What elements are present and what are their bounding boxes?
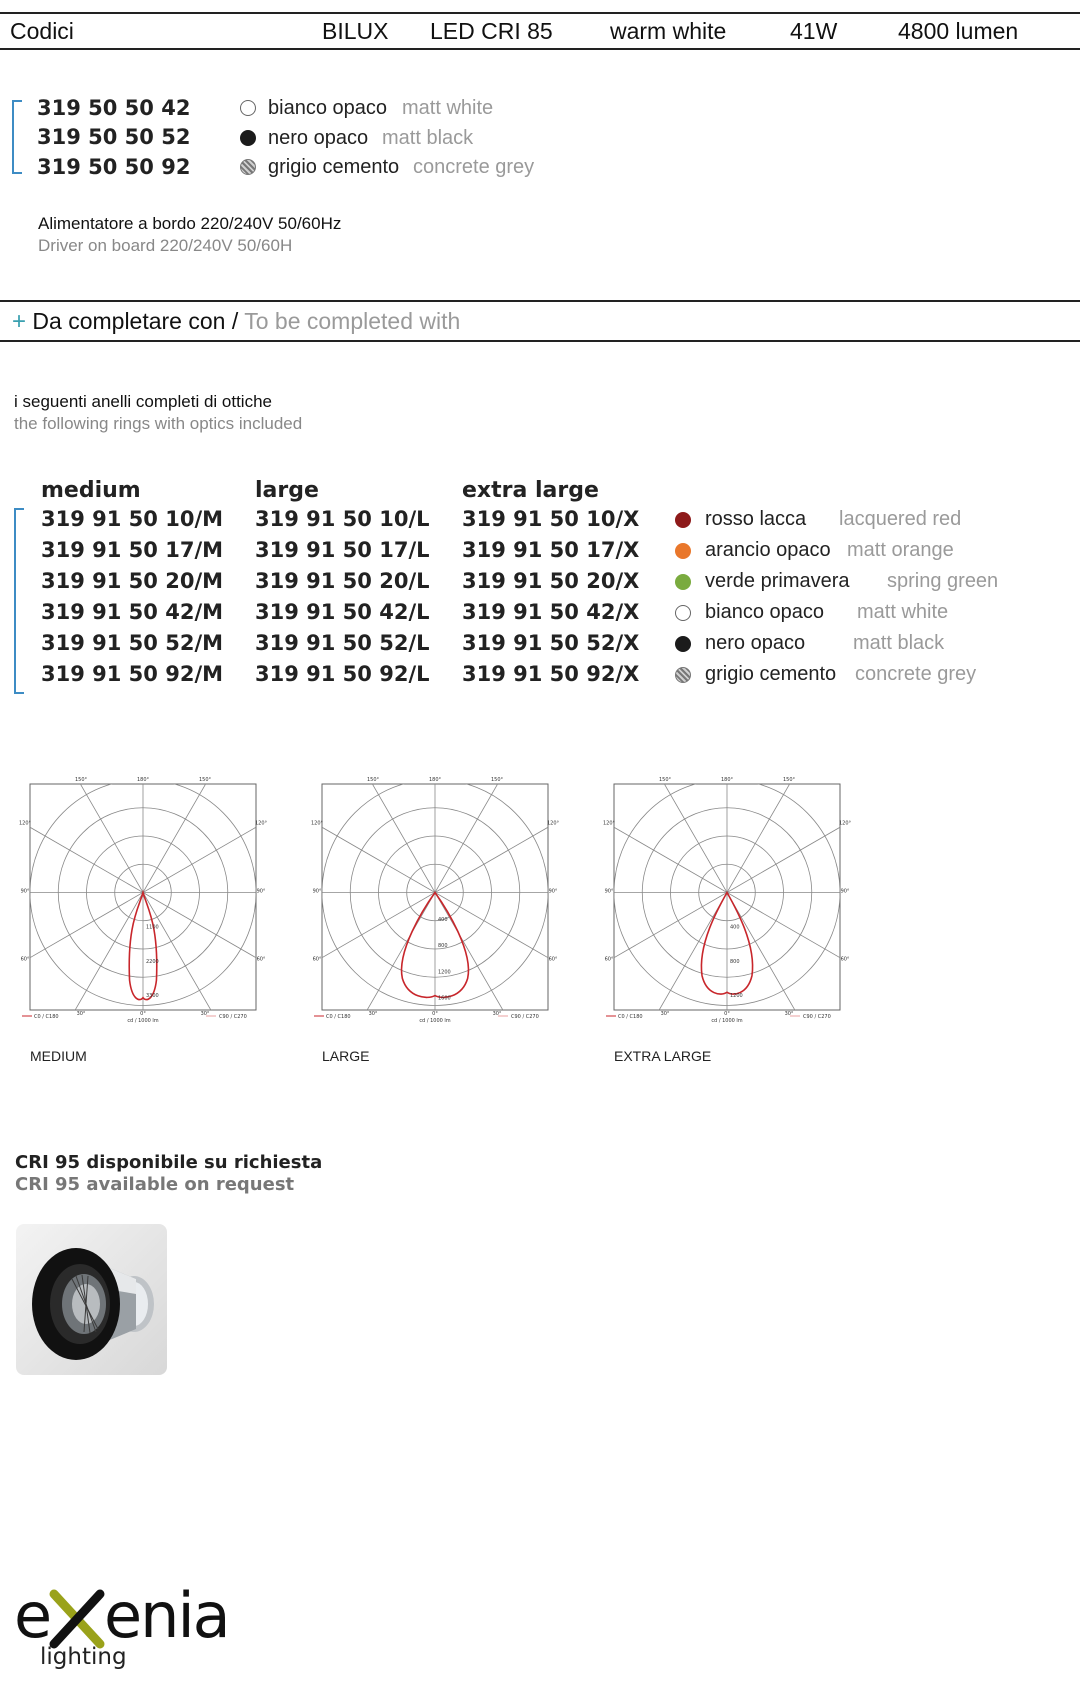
angle-label: 30°	[784, 1011, 794, 1017]
svg-text:e: e	[14, 1582, 51, 1652]
logo-mark	[14, 1582, 264, 1652]
ring-code-extra-large: 319 91 50 17/X	[462, 538, 640, 562]
ring-code-large: 319 91 50 42/L	[255, 600, 430, 624]
ring-value-label: 800	[438, 943, 448, 950]
polar-chart	[310, 770, 560, 1030]
ring-code-extra-large: 319 91 50 42/X	[462, 600, 640, 624]
ring-value-label: 400	[438, 916, 448, 923]
angle-label: 30°	[200, 1011, 210, 1017]
angle-label: 90°	[604, 888, 614, 895]
angle-label: 120°	[546, 820, 560, 827]
ring-color-en: concrete grey	[855, 663, 977, 685]
polar-grid	[18, 770, 268, 1030]
ring-value-label: 1200	[438, 969, 451, 976]
legend-left-label: C0 / C180	[34, 1014, 59, 1020]
angle-label: 120°	[602, 820, 616, 827]
completion-sep: /	[231, 308, 239, 334]
angle-label: 90°	[840, 888, 850, 895]
polar-chart	[602, 770, 852, 1030]
ring-value-label: 2200	[146, 958, 159, 965]
angle-label: 180°	[720, 777, 734, 783]
ring-color-it: rosso lacca	[705, 508, 807, 530]
ring-code-extra-large: 319 91 50 10/X	[462, 507, 640, 531]
ring-value-label: 1600	[438, 995, 451, 1002]
legend-left-label: C0 / C180	[326, 1014, 351, 1020]
col-header-medium: medium	[41, 478, 141, 503]
swatch-white	[675, 605, 691, 621]
polar-diagram	[602, 770, 852, 1064]
legend-right-label: C90 / C270	[803, 1014, 831, 1020]
swatch-black	[240, 130, 256, 146]
angle-label: 30°	[660, 1011, 670, 1017]
ring-code-medium: 319 91 50 17/M	[41, 538, 224, 562]
driver-it: Alimentatore a bordo 220/240V 50/60Hz	[38, 214, 342, 233]
angle-label: 180°	[428, 777, 442, 783]
angle-label: 150°	[782, 777, 796, 783]
rings-bracket	[14, 508, 24, 694]
angle-label: 150°	[366, 777, 380, 783]
ring-color-en: matt white	[857, 601, 949, 623]
header-brand: BILUX	[322, 18, 389, 44]
code-item: 319 50 50 52	[37, 125, 191, 149]
legend-right-label: C90 / C270	[511, 1014, 539, 1020]
completion-en: To be completed with	[244, 308, 461, 334]
unit-label: cd / 1000 lm	[711, 1018, 743, 1024]
swatch-white	[240, 100, 256, 116]
header-codici: Codici	[10, 18, 74, 44]
angle-label: 150°	[74, 777, 88, 783]
cri95-it: CRI 95 disponibile su richiesta	[15, 1152, 323, 1173]
angle-label: 120°	[310, 820, 324, 827]
angle-label: 60°	[548, 956, 558, 963]
completion-it: Da completare con	[32, 308, 226, 334]
header-tone: warm white	[610, 18, 727, 44]
completion-heading	[12, 308, 460, 336]
angle-label: 60°	[312, 956, 322, 963]
code-color-it: bianco opaco	[268, 97, 387, 119]
angle-label: 120°	[18, 820, 32, 827]
angle-label: 90°	[312, 888, 322, 895]
code-color-en: concrete grey	[413, 156, 535, 178]
angle-label: 60°	[20, 956, 30, 963]
ring-color-it: verde primavera	[705, 570, 850, 592]
angle-label: 120°	[838, 820, 852, 827]
swatch-grey	[240, 159, 256, 175]
ring-color-it: arancio opaco	[705, 539, 831, 561]
col-header-extra-large: extra large	[462, 478, 599, 503]
angle-label: 90°	[20, 888, 30, 895]
angle-label: 150°	[198, 777, 212, 783]
swatch-red	[675, 512, 691, 528]
product-image	[16, 1224, 167, 1375]
code-color-it: nero opaco	[268, 127, 369, 149]
svg-text:enia: enia	[104, 1582, 229, 1652]
swatch-black	[675, 636, 691, 652]
angle-label: 60°	[604, 956, 614, 963]
codes-bracket	[12, 100, 22, 174]
legend-left-label: C0 / C180	[618, 1014, 643, 1020]
code-item: 319 50 50 92	[37, 155, 191, 179]
completion-bottom-rule	[0, 340, 1080, 342]
header-bottom-rule	[0, 48, 1080, 50]
angle-label: 30°	[76, 1011, 86, 1017]
legend-right-label: C90 / C270	[219, 1014, 247, 1020]
code-color-it: grigio cemento	[268, 156, 400, 178]
code-item: 319 50 50 42	[37, 96, 191, 120]
rings-intro-it: i seguenti anelli completi di ottiche	[14, 392, 272, 411]
header-power: 41W	[790, 18, 838, 44]
ring-color-en: lacquered red	[839, 508, 962, 530]
angle-label: 150°	[490, 777, 504, 783]
product-photo	[16, 1224, 167, 1375]
col-header-large: large	[255, 478, 319, 503]
angle-label: 90°	[548, 888, 558, 895]
ring-code-medium: 319 91 50 52/M	[41, 631, 224, 655]
polar-label: EXTRA LARGE	[614, 1048, 712, 1064]
swatch-grey	[675, 667, 691, 683]
angle-label: 120°	[254, 820, 268, 827]
ring-code-medium: 319 91 50 20/M	[41, 569, 224, 593]
polar-diagram	[310, 770, 560, 1064]
angle-label: 0°	[724, 1011, 730, 1017]
driver-en: Driver on board 220/240V 50/60H	[38, 236, 293, 255]
polar-label: LARGE	[322, 1048, 370, 1064]
unit-label: cd / 1000 lm	[419, 1018, 451, 1024]
angle-label: 0°	[140, 1011, 146, 1017]
ring-color-en: matt orange	[847, 539, 954, 561]
exenia-logo	[14, 1582, 264, 1682]
header-cri: LED CRI 85	[430, 18, 553, 44]
angle-label: 30°	[368, 1011, 378, 1017]
angle-label: 30°	[492, 1011, 502, 1017]
ring-code-large: 319 91 50 17/L	[255, 538, 430, 562]
plus-icon: +	[12, 308, 27, 335]
header-lumen: 4800 lumen	[898, 18, 1019, 44]
ring-code-medium: 319 91 50 92/M	[41, 662, 224, 686]
code-color-en: matt white	[402, 97, 494, 119]
ring-code-extra-large: 319 91 50 92/X	[462, 662, 640, 686]
angle-label: 0°	[432, 1011, 438, 1017]
ring-value-label: 3300	[146, 993, 159, 1000]
polar-grid	[310, 770, 560, 1030]
angle-label: 60°	[840, 956, 850, 963]
angle-label: 180°	[136, 777, 150, 783]
unit-label: cd / 1000 lm	[127, 1018, 159, 1024]
polar-grid	[602, 770, 852, 1030]
ring-code-medium: 319 91 50 10/M	[41, 507, 224, 531]
completion-top-rule	[0, 300, 1080, 302]
ring-code-large: 319 91 50 10/L	[255, 507, 430, 531]
logo-sub: lighting	[40, 1644, 127, 1670]
swatch-orange	[675, 543, 691, 559]
ring-value-label: 400	[730, 924, 740, 931]
ring-code-large: 319 91 50 20/L	[255, 569, 430, 593]
polar-diagram	[18, 770, 268, 1064]
ring-code-extra-large: 319 91 50 20/X	[462, 569, 640, 593]
polar-chart	[18, 770, 268, 1030]
swatch-green	[675, 574, 691, 590]
ring-code-extra-large: 319 91 50 52/X	[462, 631, 640, 655]
ring-code-large: 319 91 50 52/L	[255, 631, 430, 655]
cri95-en: CRI 95 available on request	[15, 1174, 295, 1195]
ring-color-it: bianco opaco	[705, 601, 824, 623]
code-color-en: matt black	[382, 127, 474, 149]
angle-label: 60°	[256, 956, 266, 963]
ring-code-medium: 319 91 50 42/M	[41, 600, 224, 624]
ring-value-label: 1200	[730, 993, 743, 1000]
ring-value-label: 1100	[146, 924, 159, 931]
ring-value-label: 800	[730, 958, 740, 965]
logo-x-mark	[54, 1594, 100, 1644]
angle-label: 150°	[658, 777, 672, 783]
angle-label: 90°	[256, 888, 266, 895]
rings-intro-en: the following rings with optics included	[14, 414, 303, 433]
ring-color-en: matt black	[853, 632, 945, 654]
polar-label: MEDIUM	[30, 1048, 87, 1064]
ring-code-large: 319 91 50 92/L	[255, 662, 430, 686]
ring-color-it: nero opaco	[705, 632, 806, 654]
ring-color-it: grigio cemento	[705, 663, 837, 685]
ring-color-en: spring green	[887, 570, 999, 592]
